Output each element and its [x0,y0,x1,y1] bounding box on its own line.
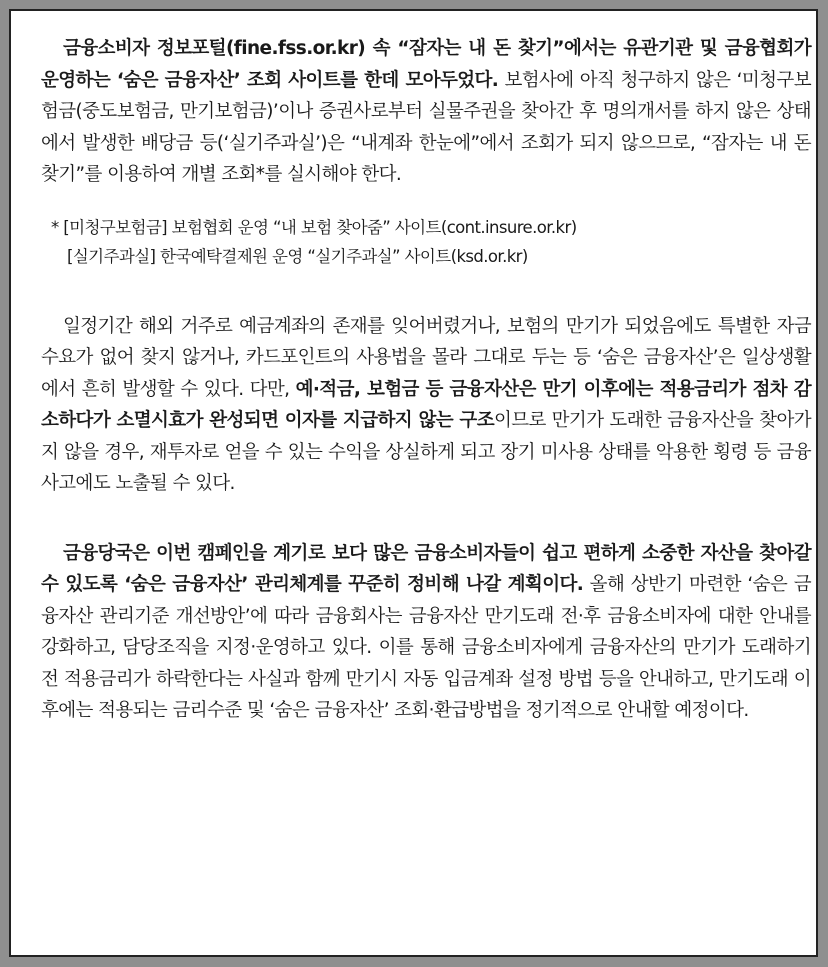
paragraph-plan-bold: 금융당국은 이번 캠페인을 계기로 보다 많은 금융소비자들이 쉽고 편하게 소중한 자산을 찾아갈 수 있도록 ‘숨은 금융자산’ 관리체계를 꾸준히 정비해 나갈 계획이다. [41,542,811,595]
paragraph-intro [41,33,811,191]
paragraph-hidden-assets-text-2: 이므로 만기가 도래한 금융자산을 찾아가지 않을 경우, 재투자로 얻을 수 있는 수익을 상실하게 되고 장기 미사용 상태를 악용한 횡령 등 금융사고에도 노출될 수 있다. [41,410,811,494]
document-frame [9,9,818,957]
footnote-insurance: * [미청구보험금] 보험협회 운영 “내 보험 찾아줌” 사이트(cont.insure.or.kr) [51,217,577,237]
paragraph-hidden-assets-bold: 예·적금, 보험금 등 금융자산은 만기 이후에는 적용금리가 점차 감소하다가 소멸시효가 완성되면 이자를 지급하지 않는 구조 [41,378,812,431]
paragraph-plan-text: 올해 상반기 마련한 ‘숨은 금융자산 관리기준 개선방안’에 따라 금융회사는 금융자산 만기도래 전·후 금융소비자에 대한 안내를 강화하고, 담당조직을 지정·운영하고 있다. 이를 통해 금융소비자에게 금융자산의 만기가 도래하기 전 적용금리가 하락한다는 사실과 함께 만기시 자동 입금계좌 설정 방법 등을 안내하고, 만기도래 이후에는 적용되는 금리수준 및 ‘숨은 금융자산’ 조회·환급방법을 정기적으로 안내할 예정이다. [41,574,811,721]
footnote-ksd: [실기주과실] 한국예탁결제원 운영 “실기주과실” 사이트(ksd.or.kr) [67,246,528,266]
footnotes [41,213,811,271]
paragraph-hidden-assets [41,311,811,500]
document-body [41,33,811,727]
paragraph-plan [41,538,811,727]
paragraph-intro-bold: 금융소비자 정보포털(fine.fss.or.kr) 속 “잠자는 내 돈 찾기”에서는 유관기관 및 금융협회가 운영하는 ‘숨은 금융자산’ 조회 사이트를 한데 모아두었다. [41,38,811,91]
paragraph-hidden-assets-text-1: 일정기간 해외 거주로 예금계좌의 존재를 잊어버렸거나, 보험의 만기가 되었음에도 특별한 자금 수요가 없어 찾지 않거나, 카드포인트의 사용법을 몰라 그대로 두는 등 ‘숨은 금융자산’은 일상생활에서 흔히 발생할 수 있다. 다만, [41,315,811,400]
paragraph-intro-text: 보험사에 아직 청구하지 않은 ‘미청구보험금(중도보험금, 만기보험금)’이나 증권사로부터 실물주권을 찾아간 후 명의개서를 하지 않은 상태에서 발생한 배당금 등(‘실기주과실’)은 “내계좌 한눈에”에서 조회가 되지 않으므로, “잠자는 내 돈 찾기”를 이용하여 개별 조회*를 실시해야 한다. [41,69,811,185]
